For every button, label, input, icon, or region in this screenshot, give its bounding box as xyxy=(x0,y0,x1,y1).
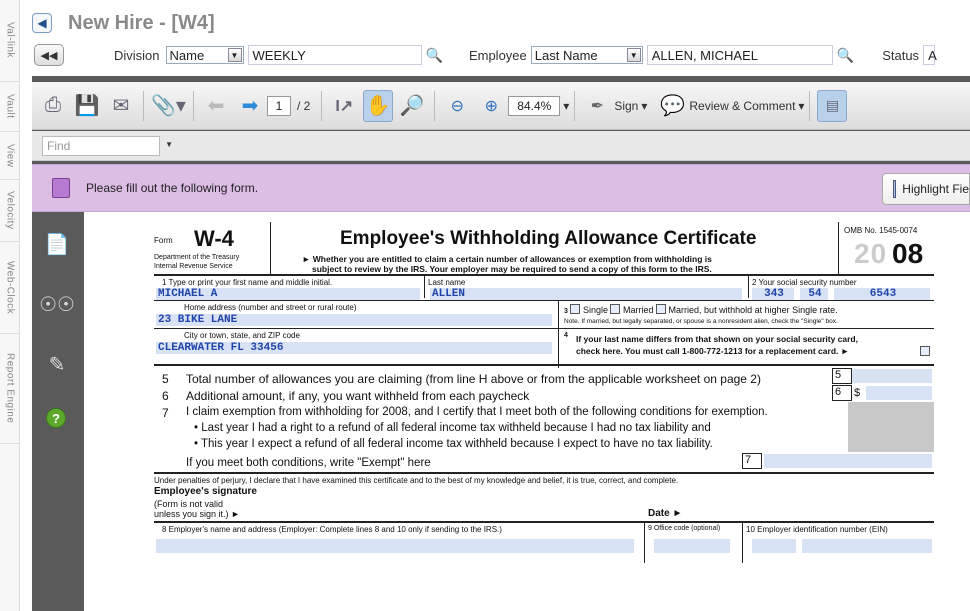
home-label: Home address (number and street or rural route) xyxy=(184,303,357,312)
sign-button[interactable]: Sign xyxy=(614,98,639,113)
rule xyxy=(154,472,934,474)
toolbar-divider xyxy=(434,91,435,121)
married-checkbox[interactable] xyxy=(610,304,620,314)
divider xyxy=(270,222,271,274)
line-number: 3 xyxy=(564,308,568,315)
line5-text: Total number of allowances you are claiming (from line H above or from the applicable worksheet on page 2) xyxy=(186,372,761,386)
division-label: Division xyxy=(114,47,160,63)
form-notice-bar xyxy=(32,164,970,212)
comment-icon[interactable]: 💬 xyxy=(659,95,685,117)
line1-label: 1 Type or print your first name and middle initial. xyxy=(162,278,333,287)
help-icon[interactable]: ? xyxy=(46,408,66,428)
title-bar xyxy=(22,8,970,38)
exempt-text: If you meet both conditions, write "Exempt" here xyxy=(186,457,431,469)
find-bar xyxy=(32,131,970,161)
dept-line: Department of the Treasury xyxy=(154,254,240,261)
toolbar-divider xyxy=(809,91,810,121)
ssn-label: 2 Your social security number xyxy=(752,278,857,287)
married-higher-label: Married, but withhold at higher Single rate. xyxy=(668,305,838,315)
dollar-sign: $ xyxy=(854,387,861,399)
filter-bar xyxy=(22,42,970,68)
married-higher-checkbox[interactable] xyxy=(656,304,666,314)
sign-pen-icon[interactable]: ✒ xyxy=(590,97,605,115)
city-label: City or town, state, and ZIP code xyxy=(184,331,300,340)
line4-text: check here. You must call 1-800-772-1213 for a replacement card. ► xyxy=(576,346,850,356)
first-name-field[interactable]: MICHAEL A xyxy=(156,288,420,300)
line8-label: 8 Employer's name and address (Employer: Complete lines 8 and 10 only if sending to the IRS.) xyxy=(162,525,502,534)
collapse-button[interactable]: ◀◀ xyxy=(34,44,64,66)
search-icon[interactable]: 🔍 xyxy=(836,46,855,63)
rule xyxy=(154,274,934,276)
line-number: 4 xyxy=(564,332,568,339)
hand-tool-icon[interactable]: ✋ xyxy=(363,90,393,122)
chevron-down-icon: ▾ xyxy=(798,98,805,113)
lastname-label: Last name xyxy=(428,278,466,287)
select-text-icon[interactable]: I↗ xyxy=(335,97,354,115)
page-total: / 2 xyxy=(296,98,311,113)
ssn-part3-field[interactable]: 6543 xyxy=(834,288,930,300)
ssn-part2-field[interactable]: 54 xyxy=(800,288,828,300)
toolbar-divider xyxy=(193,91,194,121)
line3-note: Note. If married, but legally separated, or spouse is a nonresident alien, check the "Single" box. xyxy=(564,318,838,325)
line7-bullet: • This year I expect a refund of all federal income tax withheld because I expect to have no tax liability. xyxy=(194,438,713,450)
tab-report-engine[interactable]: Report Engine xyxy=(0,334,20,444)
email-icon[interactable]: ✉ xyxy=(112,95,130,117)
omb-number: OMB No. 1545-0074 xyxy=(844,226,918,235)
chevron-down-icon: ▼ xyxy=(228,48,242,62)
chevron-down-icon[interactable]: ▾ xyxy=(563,98,570,113)
form-subtitle: subject to review by the IRS. Your employer may be required to send a copy of this form to the IRS. xyxy=(312,264,712,274)
rule xyxy=(154,521,934,523)
panel-toggle-icon[interactable]: ▤ xyxy=(817,90,847,122)
zoom-level-input[interactable]: 84.4% xyxy=(508,96,560,116)
date-label: Date ► xyxy=(648,508,683,519)
line10-label: 10 Employer identification number (EIN) xyxy=(746,525,888,534)
signature-label: Employee's signature xyxy=(154,486,257,497)
left-nav-tabs xyxy=(0,0,20,611)
year-light: 20 xyxy=(854,238,888,269)
divider xyxy=(424,276,425,298)
employee-input[interactable]: ALLEN, MICHAEL xyxy=(647,45,833,65)
form-id: W-4 xyxy=(194,226,234,251)
pdf-sidebar xyxy=(32,212,82,611)
window-title: New Hire - [W4] xyxy=(68,11,215,34)
divider xyxy=(558,300,559,368)
chevron-down-icon[interactable]: ▼ xyxy=(165,139,173,149)
tab-velocity[interactable]: Velocity xyxy=(0,180,20,242)
review-comment-button[interactable]: Review & Comment xyxy=(689,98,796,113)
signature-note: (Form is not valid xyxy=(154,499,224,509)
home-address-field[interactable]: 23 BIKE LANE xyxy=(156,314,552,326)
line7-bullet: • Last year I had a right to a refund of all federal income tax withheld because I had no tax liability and xyxy=(194,422,711,434)
division-select[interactable]: Name ▼ xyxy=(166,46,244,64)
divider xyxy=(748,276,749,298)
attachments-icon[interactable]: ☉☉ xyxy=(39,293,75,316)
name-differs-checkbox[interactable] xyxy=(920,346,930,356)
toolbar-divider xyxy=(143,91,144,121)
form-icon xyxy=(52,178,70,198)
form-subtitle: ► Whether you are entitled to claim a certain number of allowances or exemption from withholding is xyxy=(302,254,712,264)
signature-icon[interactable]: ✎ xyxy=(48,353,66,376)
line5-box: 5 xyxy=(832,368,852,384)
line7-box: 7 xyxy=(742,453,762,469)
employee-select[interactable]: Last Name ▼ xyxy=(531,46,643,64)
pages-icon[interactable]: 📄 xyxy=(44,233,70,256)
single-label: Single xyxy=(582,305,608,315)
divider xyxy=(742,523,743,563)
next-page-icon[interactable]: ➡ xyxy=(241,95,259,117)
chevron-down-icon: ▼ xyxy=(627,48,641,62)
city-field[interactable]: CLEARWATER FL 33456 xyxy=(156,342,552,354)
line6-text: Additional amount, if any, you want withheld from each paycheck xyxy=(186,389,530,403)
office-code-field[interactable] xyxy=(654,539,730,553)
notice-text: Please fill out the following form. xyxy=(86,181,259,195)
divider xyxy=(644,523,645,563)
perjury-text: Under penalties of perjury, I declare that I have examined this certificate and to the best of my knowledge and belief, it is true, correct, and complete. xyxy=(154,476,679,485)
tab-vault[interactable]: Vault xyxy=(0,82,20,132)
print-icon[interactable]: ⎙ xyxy=(45,94,61,116)
find-input[interactable]: Find ▼ xyxy=(42,136,160,156)
toolbar-divider xyxy=(574,91,575,121)
line-number: 5 xyxy=(162,372,169,386)
tab-val-link[interactable]: Val-link xyxy=(0,0,20,82)
shaded-area xyxy=(848,402,934,452)
line4-text: If your last name differs from that shown on your social security card, xyxy=(576,334,858,344)
rule xyxy=(154,300,934,301)
ein-part2-field[interactable] xyxy=(802,539,932,553)
chevron-down-icon: ▾ xyxy=(641,98,648,113)
divider xyxy=(838,222,839,274)
rule xyxy=(154,328,934,329)
search-icon[interactable]: 🔍 xyxy=(425,46,443,63)
pdf-toolbar xyxy=(32,82,970,130)
line7-text: I claim exemption from withholding for 2008, and I certify that I meet both of the following conditions for exemption. xyxy=(186,406,768,418)
tab-view[interactable]: View xyxy=(0,132,20,180)
year-bold: 08 xyxy=(892,238,924,269)
pdf-page xyxy=(84,212,970,611)
line-number: 7 xyxy=(162,406,169,420)
attach-icon[interactable]: 📎▾ xyxy=(151,95,186,117)
division-input[interactable]: WEEKLY xyxy=(248,45,422,65)
married-label: Married xyxy=(623,305,654,315)
highlight-icon xyxy=(893,180,896,198)
tab-web-clock[interactable]: Web-Clock xyxy=(0,242,20,334)
highlight-fields-button[interactable]: Highlight Fie xyxy=(882,173,970,205)
line9-label: 9 Office code (optional) xyxy=(648,525,721,532)
toolbar-divider xyxy=(321,91,322,121)
previous-page-icon[interactable]: ⬅ xyxy=(207,95,225,117)
back-button[interactable]: ◀ xyxy=(32,13,52,33)
exempt-field[interactable] xyxy=(764,454,932,468)
status-label: Status xyxy=(882,47,920,63)
form-title: Employee's Withholding Allowance Certificate xyxy=(340,228,757,249)
page-number-input[interactable]: 1 xyxy=(267,96,291,116)
zoom-in-icon[interactable]: ⊕ xyxy=(484,97,498,115)
ssn-part1-field[interactable]: 343 xyxy=(752,288,794,300)
save-icon[interactable]: 💾 xyxy=(74,95,100,117)
additional-amount-field[interactable] xyxy=(866,386,932,400)
single-checkbox[interactable] xyxy=(570,304,580,314)
status-input[interactable]: A xyxy=(923,45,935,65)
allowances-field[interactable] xyxy=(852,369,932,383)
marquee-zoom-icon[interactable]: 🔎 xyxy=(399,95,425,117)
last-name-field[interactable]: ALLEN xyxy=(430,288,742,300)
ein-part1-field[interactable] xyxy=(752,539,796,553)
employer-name-field[interactable] xyxy=(156,539,634,553)
zoom-out-icon[interactable]: ⊖ xyxy=(450,97,464,115)
pdf-viewer xyxy=(32,76,970,611)
rule xyxy=(154,364,934,366)
line6-box: 6 xyxy=(832,385,852,401)
signature-note: unless you sign it.) ► xyxy=(154,509,240,519)
line-number: 6 xyxy=(162,389,169,403)
employee-label: Employee xyxy=(468,47,527,63)
line3-options xyxy=(564,304,838,315)
form-word: Form xyxy=(154,236,173,245)
dept-line: Internal Revenue Service xyxy=(154,263,233,270)
